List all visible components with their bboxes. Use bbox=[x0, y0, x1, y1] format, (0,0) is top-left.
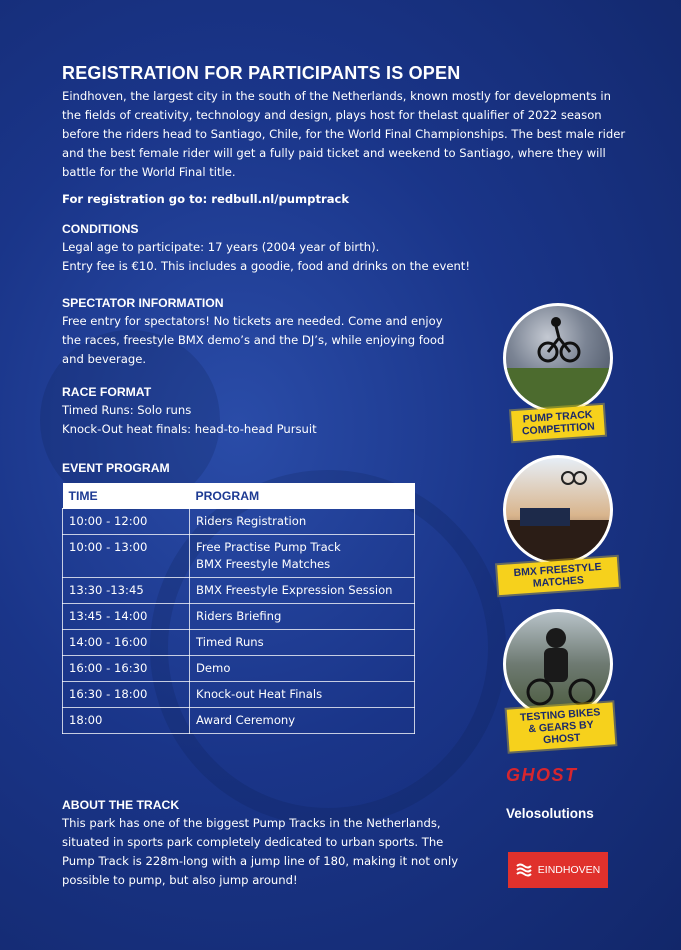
badge-testing-bikes: TESTING BIKES & GEARS BY GHOST bbox=[507, 702, 616, 751]
table-row bbox=[63, 682, 415, 708]
event-program-table bbox=[62, 483, 415, 734]
bmx-freestyle-photo bbox=[503, 455, 613, 565]
row-time: 14:00 - 16:00 bbox=[63, 630, 190, 656]
row-program: Award Ceremony bbox=[190, 708, 415, 734]
row-time: 16:30 - 18:00 bbox=[63, 682, 190, 708]
row-program-line-2: BMX Freestyle Matches bbox=[196, 557, 331, 571]
conditions-section bbox=[62, 222, 532, 276]
race-format-title: RACE FORMAT bbox=[62, 385, 152, 399]
spectator-body: Free entry for spectators! No tickets are needed. Come and enjoy the races, freestyle BMX demo’s and the DJ’s, while enjoying food and beverage. bbox=[62, 314, 445, 366]
registration-section bbox=[62, 63, 632, 209]
table-row bbox=[63, 535, 415, 578]
eindhoven-logo-text: EINDHOVEN bbox=[537, 864, 601, 876]
row-time: 13:45 - 14:00 bbox=[63, 604, 190, 630]
row-time: 10:00 - 13:00 bbox=[63, 535, 190, 578]
race-format-line-2: Knock-Out heat finals: head-to-head Pursuit bbox=[62, 422, 317, 436]
spectator-title: SPECTATOR INFORMATION bbox=[62, 296, 224, 310]
velosolutions-logo bbox=[506, 806, 594, 821]
pump-track-photo bbox=[503, 303, 613, 413]
velosolutions-logo-text: Velosolutions bbox=[506, 806, 594, 821]
race-format-line-1: Timed Runs: Solo runs bbox=[62, 403, 192, 417]
eindhoven-wave-icon bbox=[516, 863, 532, 877]
row-program bbox=[190, 535, 415, 578]
row-program: Knock-out Heat Finals bbox=[190, 682, 415, 708]
spectator-section bbox=[62, 296, 457, 369]
table-row bbox=[63, 708, 415, 734]
table-row bbox=[63, 604, 415, 630]
badge-pump-track: PUMP TRACK COMPETITION bbox=[511, 405, 605, 441]
table-row bbox=[63, 578, 415, 604]
event-program-section bbox=[62, 461, 415, 734]
row-program: Riders Registration bbox=[190, 509, 415, 535]
row-time: 16:00 - 16:30 bbox=[63, 656, 190, 682]
row-time: 13:30 -13:45 bbox=[63, 578, 190, 604]
conditions-line-1: Legal age to participate: 17 years (2004 year of birth). bbox=[62, 240, 380, 254]
about-track-section bbox=[62, 798, 462, 890]
col-header-program: PROGRAM bbox=[190, 483, 415, 509]
conditions-line-2: Entry fee is €10. This includes a goodie, food and drinks on the event! bbox=[62, 259, 470, 273]
event-program-title: EVENT PROGRAM bbox=[62, 461, 170, 475]
row-program: Demo bbox=[190, 656, 415, 682]
race-format-section bbox=[62, 385, 457, 439]
ghost-logo: GHOST bbox=[506, 765, 578, 785]
table-row bbox=[63, 630, 415, 656]
eindhoven-logo bbox=[508, 852, 608, 888]
row-program: Riders Briefing bbox=[190, 604, 415, 630]
rider-silhouette-icon bbox=[506, 306, 610, 410]
registration-title: REGISTRATION FOR PARTICIPANTS IS OPEN bbox=[62, 63, 461, 83]
table-row bbox=[63, 656, 415, 682]
rider-with-bike-icon bbox=[506, 612, 610, 716]
bmx-jump-icon bbox=[506, 458, 610, 562]
badge-bmx-freestyle: BMX FREESTYLE MATCHES bbox=[497, 557, 619, 595]
row-time: 18:00 bbox=[63, 708, 190, 734]
table-row bbox=[63, 509, 415, 535]
col-header-time: TIME bbox=[63, 483, 190, 509]
row-program-line-1: Free Practise Pump Track bbox=[196, 540, 341, 554]
registration-link[interactable]: For registration go to: redbull.nl/pumptrack bbox=[62, 192, 350, 206]
about-track-title: ABOUT THE TRACK bbox=[62, 798, 180, 812]
registration-body: Eindhoven, the largest city in the south of the Netherlands, known mostly for developments in the fields of creativity, technology and design, plays host for thelast qualifier of 2022 season before the riders head to Santiago, Chile, for the World Final Championships. The best male rider and the best female rider will get a fully paid ticket and weekend to Santiago, where they will battle for the World Final title. bbox=[62, 89, 626, 179]
row-program: Timed Runs bbox=[190, 630, 415, 656]
conditions-title: CONDITIONS bbox=[62, 222, 139, 236]
about-track-body: This park has one of the biggest Pump Tracks in the Netherlands, situated in sports park completely dedicated to urban sports. The Pump Track is 228m-long with a jump line of 180, making it not only possible to pump, but also jump around! bbox=[62, 816, 459, 887]
row-time: 10:00 - 12:00 bbox=[63, 509, 190, 535]
row-program: BMX Freestyle Expression Session bbox=[190, 578, 415, 604]
